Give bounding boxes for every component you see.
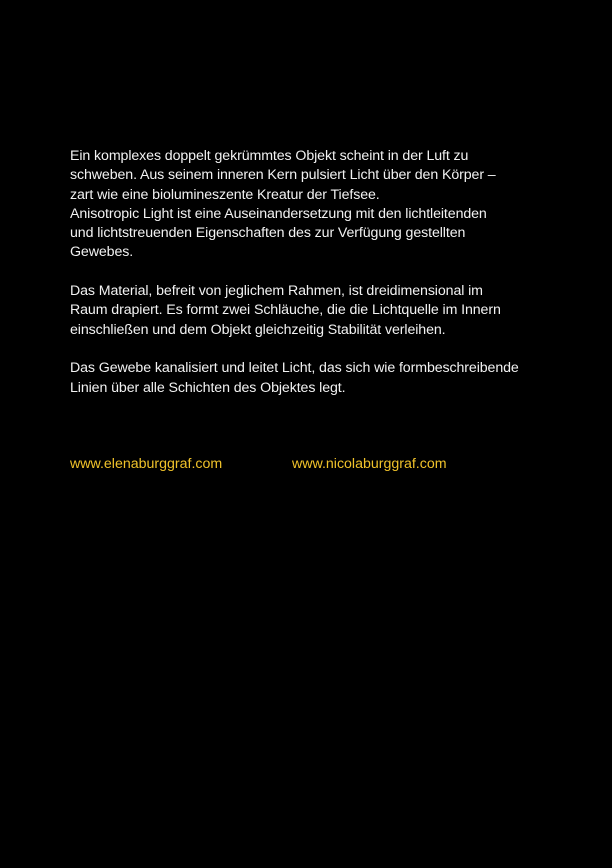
link-nicolaburggraf[interactable]: www.nicolaburggraf.com	[292, 456, 447, 472]
paragraph-fabric: Das Gewebe kanalisiert und leitet Licht, das sich wie formbeschreibende Linien über alle Schichten des Objektes legt.	[70, 360, 519, 396]
paragraph-intro: Ein komplexes doppelt gekrümmtes Objekt scheint in der Luft zu schweben. Aus seinem inneren Kern pulsiert Licht über den Körper – zart wie eine biolumineszente Kreatur der Tiefsee. Anisotropic Light ist eine Auseinandersetzung mit den lichtleitenden und lichtstreuenden Eigenschaften des zur Verfügung gestellten Gewebes.	[70, 148, 496, 261]
body-text	[70, 147, 590, 417]
link-elenaburggraf[interactable]: www.elenaburggraf.com	[70, 456, 223, 472]
paragraph-material: Das Material, befreit von jeglichem Rahmen, ist dreidimensional im Raum drapiert. Es formt zwei Schläuche, die die Lichtquelle im Innern einschließen und dem Objekt gleichzeitig Stabilität verleihen.	[70, 283, 501, 338]
website-links	[70, 455, 590, 475]
